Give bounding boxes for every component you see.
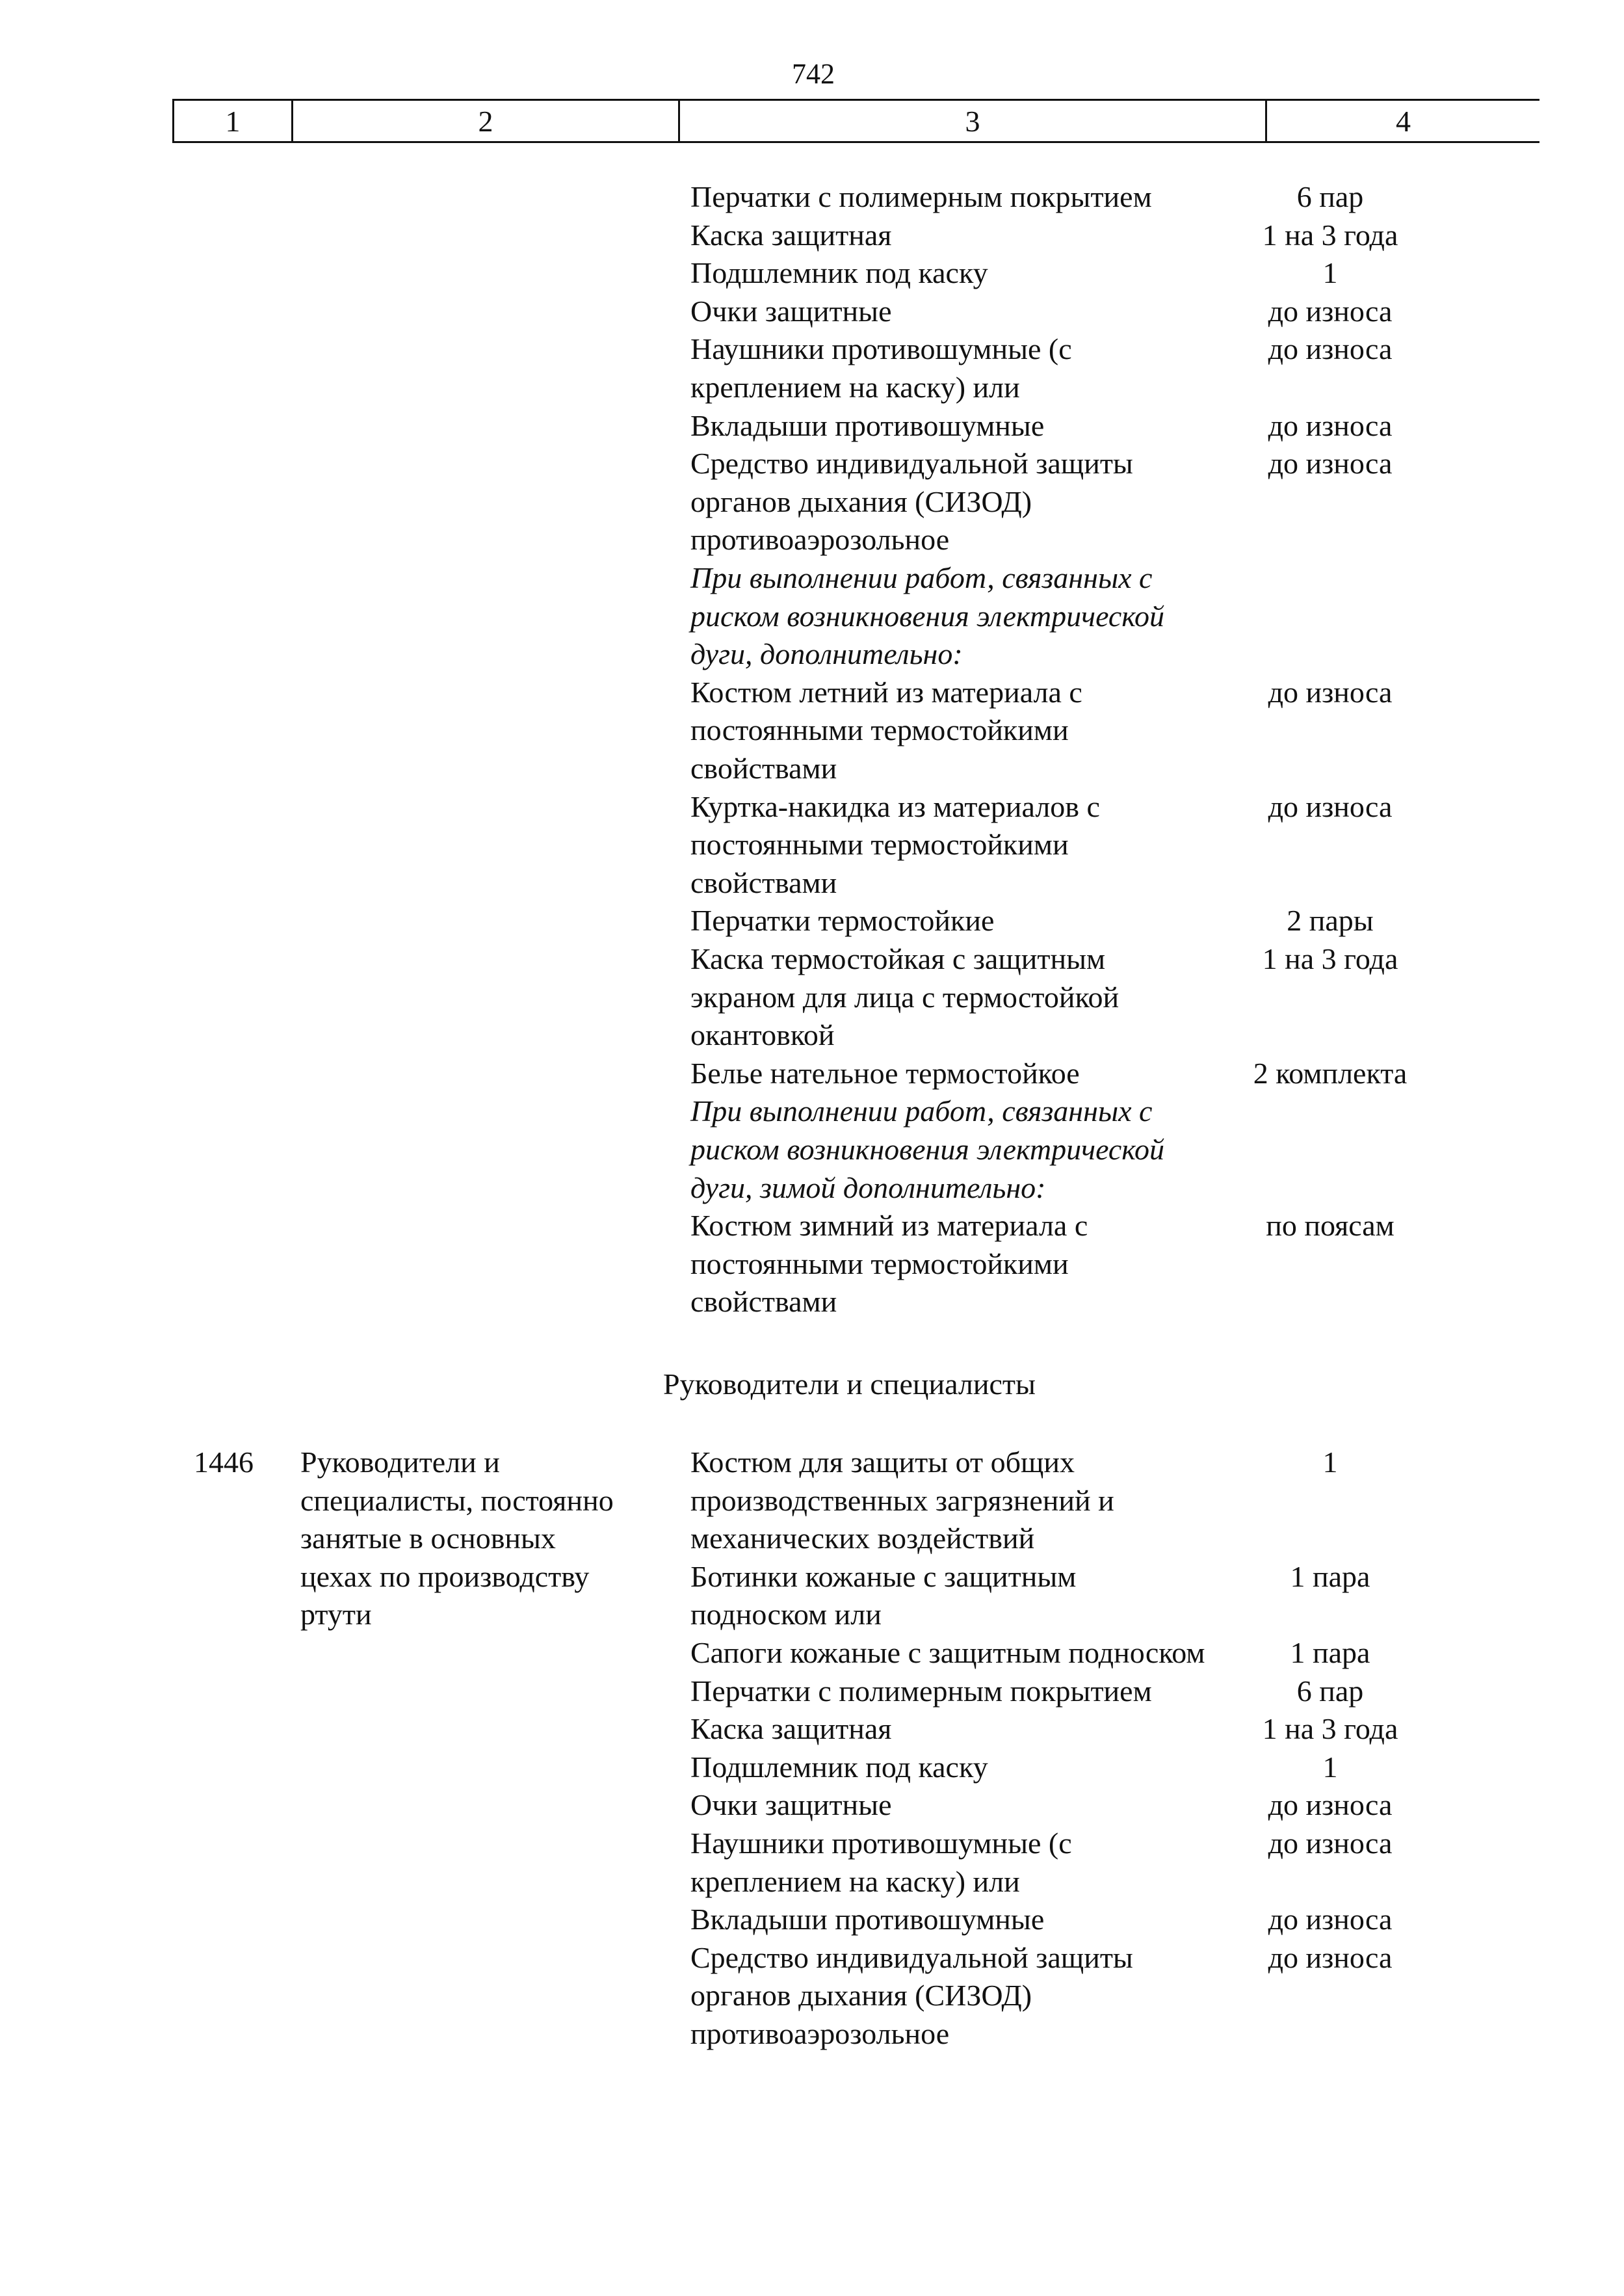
ppe-1446-item-8-line-0: Вкладыши противошумные [690, 1903, 1045, 1936]
ppe-top-norm-14: по поясам [1266, 1209, 1395, 1243]
ppe-1446-norm-4: 1 на 3 года [1262, 1712, 1398, 1746]
ppe-1446-item-9-line-0: Средство индивидуальной защиты [690, 1940, 1133, 1974]
ppe-1446-norm-1: 1 пара [1290, 1559, 1370, 1593]
ppe-top-item-6-line-0: Средство индивидуальной защиты [690, 447, 1133, 481]
ppe-1446-norm-7: до износа [1268, 1827, 1393, 1860]
ppe-top-item-1-line-0: Каска защитная [690, 218, 892, 252]
ppe-top-norm-3: до износа [1268, 294, 1393, 328]
ppe-top-item-7-line-1: риском возникновения электрической [690, 599, 1165, 633]
profession-line-0: Руководители и [300, 1445, 500, 1479]
ppe-top-item-8-line-0: Костюм летний из материала с [690, 675, 1082, 709]
ppe-top-item-14-line-1: постоянными термостойкими [690, 1247, 1069, 1280]
ppe-1446-item-0-line-1: производственных загрязнений и [690, 1483, 1114, 1517]
ppe-1446-item-0-line-0: Костюм для защиты от общих [690, 1445, 1075, 1479]
ppe-top-item-7-line-2: дуги, дополнительно: [690, 637, 963, 671]
ppe-1446-item-9-line-2: противоаэрозольное [690, 2017, 950, 2050]
ppe-top-norm-11: 1 на 3 года [1262, 942, 1398, 975]
ppe-1446-item-5-line-0: Подшлемник под каску [690, 1750, 988, 1784]
ppe-top-item-0-line-0: Перчатки с полимерным покрытием [690, 180, 1152, 213]
profession-line-1: специалисты, постоянно [300, 1483, 614, 1517]
ppe-1446-item-1-line-0: Ботинки кожаные с защитным [690, 1559, 1077, 1593]
ppe-1446-item-3-line-0: Перчатки с полимерным покрытием [690, 1674, 1152, 1708]
column-header-1: 1 [225, 104, 241, 138]
ppe-top-item-12-line-0: Белье нательное термостойкое [690, 1056, 1080, 1090]
ppe-top-item-9-line-0: Куртка-накидка из материалов с [690, 789, 1100, 823]
ppe-top-item-9-line-1: постоянными термостойкими [690, 828, 1069, 862]
ppe-1446-norm-2: 1 пара [1290, 1636, 1370, 1669]
ppe-top-item-11-line-0: Каска термостойкая с защитным [690, 942, 1106, 975]
ppe-1446-norm-0: 1 [1322, 1445, 1338, 1479]
ppe-top-item-11-line-1: экраном для лица с термостойкой [690, 980, 1120, 1014]
ppe-top-norm-12: 2 комплекта [1253, 1056, 1408, 1090]
ppe-top-item-13-line-0: При выполнении работ, связанных с [690, 1094, 1153, 1128]
ppe-top-norm-5: до износа [1268, 408, 1393, 442]
ppe-1446-item-7-line-0: Наушники противошумные (с [690, 1827, 1072, 1860]
ppe-top-item-2-line-0: Подшлемник под каску [690, 256, 988, 290]
ppe-top-norm-9: до износа [1268, 789, 1393, 823]
column-header-3: 3 [965, 104, 980, 138]
ppe-1446-norm-9: до износа [1268, 1940, 1393, 1974]
ppe-top-norm-10: 2 пары [1287, 904, 1374, 938]
ppe-top-item-6-line-2: противоаэрозольное [690, 523, 950, 557]
ppe-1446-item-6-line-0: Очки защитные [690, 1788, 892, 1822]
ppe-1446-norm-6: до износа [1268, 1788, 1393, 1822]
ppe-top-item-8-line-2: свойствами [690, 752, 837, 785]
profession-line-4: ртути [300, 1598, 372, 1631]
ppe-1446-item-7-line-1: креплением на каску) или [690, 1864, 1020, 1898]
ppe-top-item-11-line-2: окантовкой [690, 1018, 835, 1052]
ppe-top-norm-2: 1 [1322, 256, 1338, 290]
profession-line-3: цехах по производству [300, 1559, 590, 1593]
ppe-top-norm-8: до износа [1268, 675, 1393, 709]
ppe-top-item-3-line-0: Очки защитные [690, 294, 892, 328]
ppe-top-item-6-line-1: органов дыхания (СИЗОД) [690, 484, 1032, 518]
profession-line-2: занятые в основных [300, 1522, 556, 1555]
ppe-top-item-7-line-0: При выполнении работ, связанных с [690, 561, 1153, 594]
column-header-4: 4 [1396, 104, 1411, 138]
ppe-top-item-14-line-2: свойствами [690, 1285, 837, 1319]
ppe-top-norm-1: 1 на 3 года [1262, 218, 1398, 252]
ppe-top-item-10-line-0: Перчатки термостойкие [690, 904, 995, 938]
ppe-top-item-4-line-1: креплением на каску) или [690, 371, 1020, 404]
column-header-2: 2 [478, 104, 493, 138]
ppe-top-item-13-line-2: дуги, зимой дополнительно: [690, 1170, 1046, 1204]
ppe-top-item-14-line-0: Костюм зимний из материала с [690, 1209, 1088, 1243]
ppe-top-item-4-line-0: Наушники противошумные (с [690, 332, 1072, 366]
ppe-1446-item-2-line-0: Сапоги кожаные с защитным подноском [690, 1636, 1205, 1669]
section-title: Руководители и специалисты [663, 1367, 1036, 1401]
ppe-1446-norm-5: 1 [1322, 1750, 1338, 1784]
ppe-1446-norm-3: 6 пар [1296, 1674, 1364, 1708]
ppe-1446-item-4-line-0: Каска защитная [690, 1712, 892, 1746]
ppe-top-norm-6: до износа [1268, 447, 1393, 481]
ppe-1446-item-9-line-1: органов дыхания (СИЗОД) [690, 1979, 1032, 2012]
entry-number: 1446 [194, 1445, 254, 1479]
ppe-top-item-9-line-2: свойствами [690, 865, 837, 899]
ppe-top-item-5-line-0: Вкладыши противошумные [690, 408, 1045, 442]
ppe-top-norm-0: 6 пар [1296, 180, 1364, 213]
page-number: 742 [792, 58, 835, 90]
ppe-top-item-13-line-1: риском возникновения электрической [690, 1133, 1165, 1166]
ppe-top-item-8-line-1: постоянными термостойкими [690, 713, 1069, 747]
ppe-1446-item-0-line-2: механических воздействий [690, 1522, 1035, 1555]
ppe-1446-item-1-line-1: подноском или [690, 1598, 882, 1631]
ppe-1446-norm-8: до износа [1268, 1903, 1393, 1936]
ppe-top-norm-4: до износа [1268, 332, 1393, 366]
